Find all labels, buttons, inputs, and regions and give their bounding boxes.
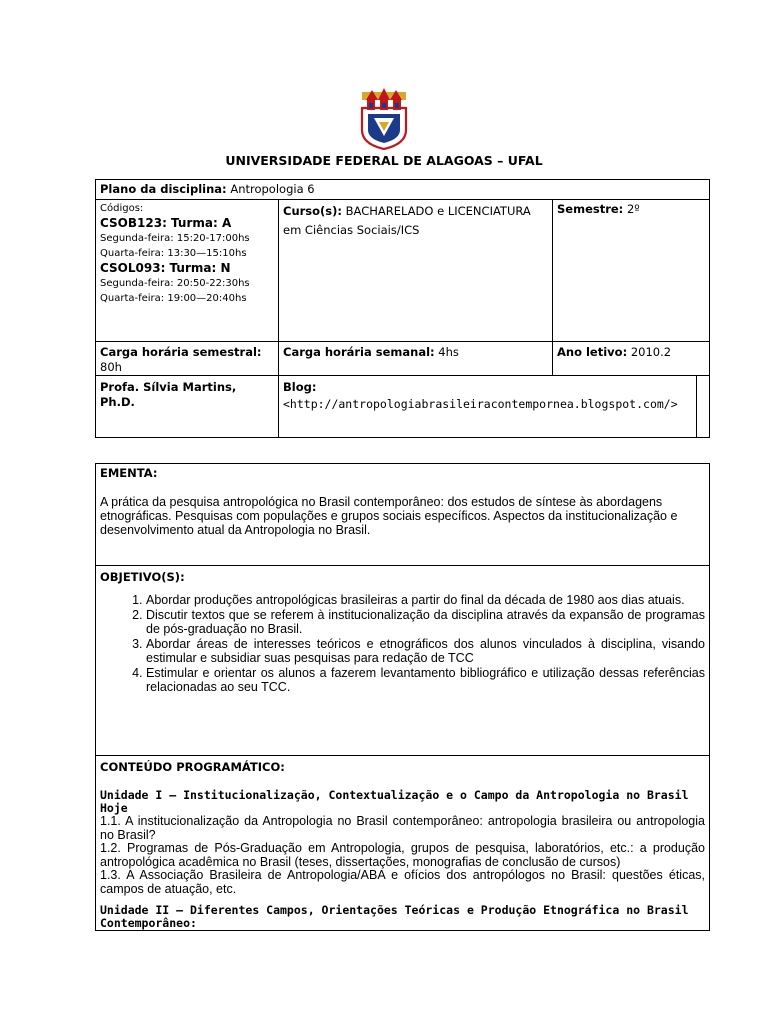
blog-link[interactable]: <http://antropologiabrasileiracontempornea.blogspot.com/>	[283, 397, 678, 411]
year-cell	[553, 342, 710, 376]
year-label: Ano letivo:	[557, 345, 628, 359]
codes-cell	[96, 200, 279, 342]
workload-semester-cell	[96, 342, 279, 376]
class-schedule: Quarta-feira: 19:00—20:40hs	[100, 293, 247, 304]
course-value: BACHARELADO e LICENCIATURA em Ciências Sociais/ICS	[283, 204, 531, 237]
conteudo-title: CONTEÚDO PROGRAMÁTICO:	[100, 760, 285, 774]
ementa-text: A prática da pesquisa antropológica no Brasil contemporâneo: dos estudos de síntese às abordagens etnográficas. Pesquisas com populações e grupos sociais específicos. Aspectos da institucionalização e desenvolvimento atual da Antropologia no Brasil.	[100, 495, 678, 537]
professor-name: Profa. Sílvia Martins, Ph.D.	[96, 376, 279, 438]
blog-label: Blog:	[283, 380, 317, 394]
course-cell	[279, 200, 553, 342]
class-schedule: Quarta-feira: 13:30—15:10hs	[100, 248, 247, 259]
list-item: 4. Estimular e orientar os alunos a fazerem levantamento bibliográfico e utilização dessas referências relacionadas ao seu TCC.	[146, 666, 705, 694]
semester-label: Semestre:	[557, 202, 624, 216]
blog-cell	[279, 376, 697, 438]
unit-2-title: Unidade II – Diferentes Campos, Orientações Teóricas e Produção Etnográfica no Brasil Contemporâneo:	[100, 903, 689, 930]
ementa-section	[96, 464, 710, 566]
list-item: 1. Abordar produções antropológicas brasileiras a partir do final da década de 1980 aos dias atuais.	[146, 593, 705, 607]
plan-value: Antropologia 6	[230, 182, 315, 196]
year-value: 2010.2	[630, 345, 672, 359]
university-crest-logo	[358, 86, 410, 150]
plan-label: Plano da disciplina:	[100, 182, 227, 196]
unit-1-title: Unidade I – Institucionalização, Contextualização e o Campo da Antropologia no Brasil Hoje	[100, 788, 689, 815]
workload-week-label: Carga horária semanal:	[283, 345, 435, 359]
plan-row	[96, 180, 710, 200]
course-info-table	[95, 179, 710, 438]
objetivos-list	[100, 593, 705, 694]
semester-cell	[553, 200, 710, 342]
class-code: CSOB123: Turma: A	[100, 216, 232, 230]
semester-value: 2º	[626, 202, 640, 216]
empty-cell	[697, 376, 710, 438]
codes-label: Códigos:	[100, 203, 144, 214]
list-item: 2. Discutir textos que se referem à institucionalização da disciplina através da expansão de programas de pós-graduação no Brasil.	[146, 608, 705, 636]
ementa-title: EMENTA:	[100, 466, 158, 480]
university-title: UNIVERSIDADE FEDERAL DE ALAGOAS – UFAL	[225, 153, 543, 168]
class-code: CSOL093: Turma: N	[100, 261, 231, 275]
unit-item: 1.1. A institucionalização da Antropologia no Brasil contemporâneo: antropologia brasileira ou antropologia no Brasil?	[100, 814, 705, 842]
workload-week-cell	[279, 342, 553, 376]
workload-week-value: 4hs	[438, 345, 459, 359]
workload-semester-label: Carga horária semestral:	[100, 345, 262, 359]
unit-item: 1.3. A Associação Brasileira de Antropologia/ABA e ofícios dos antropólogos no Brasil: questões éticas, campos de atuação, etc.	[100, 868, 705, 896]
objetivos-title: OBJETIVO(S):	[100, 570, 185, 584]
unit-item: 1.2. Programas de Pós-Graduação em Antropologia, grupos de pesquisa, laboratórios, etc.: a produção antropológica acadêmica no Brasil (teses, dissertações, monografias de conclusão de cursos)	[100, 841, 705, 869]
class-schedule: Segunda-feira: 15:20-17:00hs	[100, 233, 250, 244]
course-label: Curso(s):	[283, 204, 342, 218]
objetivos-section	[96, 566, 710, 756]
list-item: 3. Abordar áreas de interesses teóricos e etnográficos dos alunos vinculados à disciplina, visando estimular e subsidiar suas pesquisas para redação de TCC	[146, 637, 705, 665]
syllabus-table	[95, 463, 710, 931]
workload-semester-value: 80h	[100, 360, 122, 374]
class-schedule: Segunda-feira: 20:50-22:30hs	[100, 278, 250, 289]
conteudo-section	[96, 756, 710, 931]
